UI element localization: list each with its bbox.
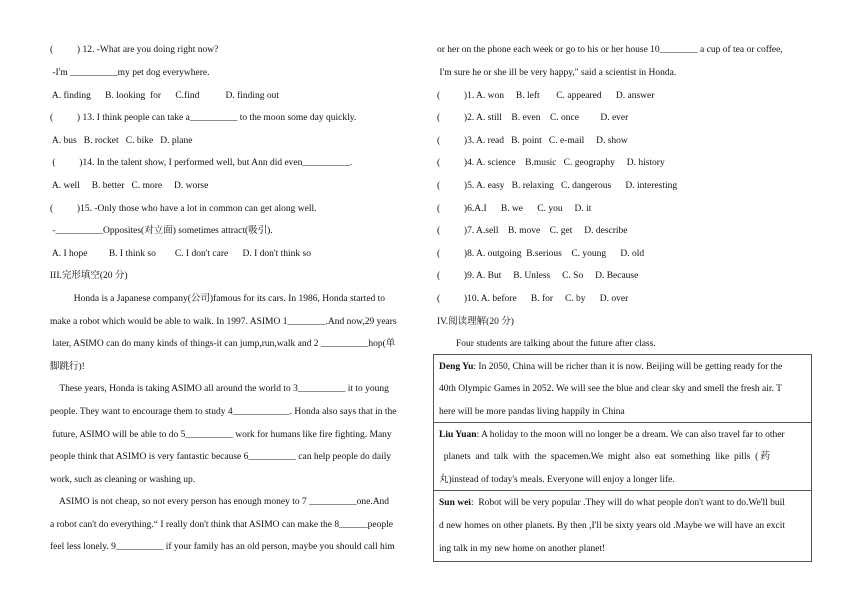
dialog-box-deng-yu [434,355,811,423]
passage-line: future, ASIMO will be able to do 5__________ work for humans like fire fighting. Many [50,430,392,440]
cloze-option-5: ( )5. A. easy B. relaxing C. dangerous D. interesting [437,181,678,191]
question-13-options: A. bus B. rocket C. bike D. plane [50,136,193,146]
question-12-options: A. finding B. looking for C.find D. finding out [50,91,280,101]
dialog-box-sun-wei [434,491,811,561]
dialog-text: : In 2050, China will be richer than it is now. Beijing will be getting ready for the [473,362,783,372]
cloze-option-1: ( )1. A. won B. left C. appeared D. answer [437,91,655,101]
cloze-option-6: ( )6.A.I B. we C. you D. it [437,204,592,214]
dialog-text: here will be more pandas living happily in China [439,407,625,417]
dialog-table [433,354,812,562]
passage-line: people. They want to encourage them to study 4____________. Honda also says that in the [50,407,397,417]
dialog-box-liu-yuan [434,423,811,491]
passage-line: people think that ASIMO is very fantastic because 6__________ can help people do daily [50,452,392,462]
passage-line: or her on the phone each week or go to his or her house 10________ a cup of tea or coffee, [437,45,783,55]
speaker-name: Liu Yuan [439,430,477,440]
passage-line: a robot can't do everything.“ I really don't think that ASIMO can make the 8______people [50,520,393,530]
cloze-option-10: ( )10. A. before B. for C. by D. over [437,294,629,304]
question-13: ( ) 13. I think people can take a__________ to the moon some day quickly. [50,113,357,123]
question-14: ( )14. In the talent show, I performed well, but Ann did even__________. [50,158,353,168]
passage-line: make a robot which would be able to walk. In 1997. ASIMO 1________.And now,29 years [50,317,397,327]
speaker-name: Deng Yu [439,362,474,372]
passage-line: later, ASIMO can do many kinds of things-it can jump,run,walk and 2 __________hop(单 [50,339,396,349]
dialog-text: : Robot will be very popular .They will do what people don't want to do.We'll buil [470,498,785,508]
dialog-text: planets and talk with the spacemen.We might also eat something like pills ( 药 [439,452,771,462]
passage-line: These years, Honda is taking ASIMO all around the world to 3__________ it to young [50,384,389,394]
cloze-option-9: ( )9. A. But B. Unless C. So D. Because [437,271,639,281]
dialog-text: ing talk in my new home on another planet! [439,544,606,554]
passage-line: 脚跳行)! [50,362,85,372]
passage-line: I'm sure he or she ill be very happy," said a scientist in Honda. [437,68,677,78]
question-15-blank: -__________Opposites(对立面) sometimes attract(吸引). [50,226,273,236]
reading-intro: Four students are talking about the future after class. [437,339,656,349]
question-15-options: A. I hope B. I think so C. I don't care D. I don't think so [50,249,311,259]
cloze-option-3: ( )3. A. read B. point C. e-mail D. show [437,136,628,146]
cloze-option-7: ( )7. A.sell B. move C. get D. describe [437,226,628,236]
passage-line: ASIMO is not cheap, so not every person has enough money to 7 __________one.And [50,497,390,507]
section-3-heading: III.完形填空(20 分) [50,271,128,281]
cloze-option-8: ( )8. A. outgoing B.serious C. young D. old [437,249,645,259]
question-14-options: A. well B. better C. more D. worse [50,181,209,191]
passage-line: work, such as cleaning or washing up. [50,475,196,485]
question-12: ( ) 12. -What are you doing right now? [50,45,219,55]
question-15: ( )15. -Only those who have a lot in common can get along well. [50,204,317,214]
passage-line: Honda is a Japanese company(公司)famous for its cars. In 1986, Honda started to [50,294,386,304]
question-12-blank: -I'm __________my pet dog everywhere. [50,68,210,78]
passage-line: feel less lonely. 9__________ if your family has an old person, maybe you should call him [50,542,395,552]
cloze-option-4: ( )4. A. science B.music C. geography D. history [437,158,665,168]
cloze-option-2: ( )2. A. still B. even C. once D. ever [437,113,629,123]
speaker-name: Sun wei [439,498,471,508]
dialog-text: : A holiday to the moon will no longer be a dream. We can also travel far to other [476,430,785,440]
section-4-heading: IV.阅读理解(20 分) [437,317,514,327]
dialog-text: d new homes on other planets. By then ,I'll be sixty years old .Maybe we will have an excit [439,521,786,531]
dialog-text: 丸)instead of today's meals. Everyone will enjoy a longer life. [439,475,675,485]
dialog-text: 40th Olympic Games in 2052. We will see the blue and clear sky and smell the fresh air. T [439,384,782,394]
